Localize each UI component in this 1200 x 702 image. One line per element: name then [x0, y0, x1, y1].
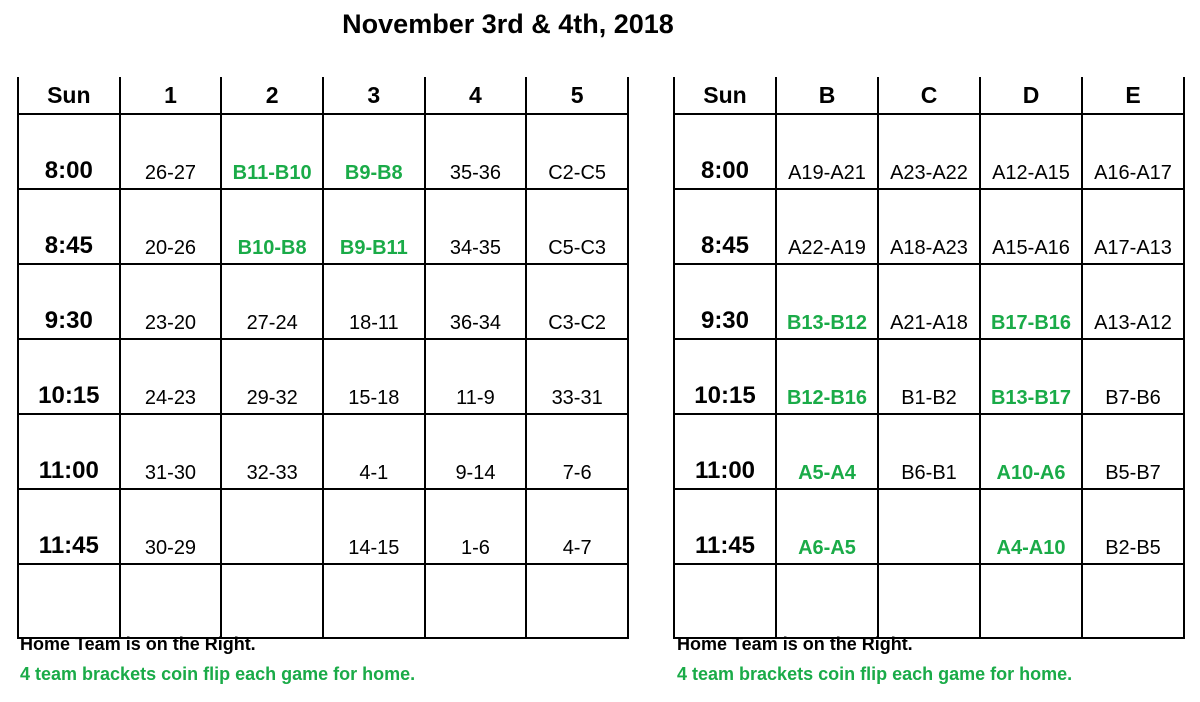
- game-cell: A23-A22: [878, 114, 980, 189]
- bracket-game-cell: B9-B11: [323, 189, 425, 264]
- bracket-game-cell: B11-B10: [221, 114, 323, 189]
- schedule-table-right: [673, 77, 1185, 639]
- empty-cell: [526, 564, 628, 638]
- empty-cell: [980, 564, 1082, 638]
- time-slot-row: [18, 489, 628, 564]
- day-header: Sun: [18, 77, 120, 114]
- field-header: 2: [221, 77, 323, 114]
- empty-cell: [120, 564, 222, 638]
- bracket-note-right: 4 team brackets coin flip each game for home.: [677, 664, 1073, 684]
- time-slot-row: [18, 264, 628, 339]
- field-header: D: [980, 77, 1082, 114]
- time-cell: 11:45: [674, 489, 776, 564]
- field-header: 3: [323, 77, 425, 114]
- field-header: E: [1082, 77, 1184, 114]
- game-cell: 26-27: [120, 114, 222, 189]
- time-cell: 9:30: [18, 264, 120, 339]
- game-cell: 32-33: [221, 414, 323, 489]
- time-cell: 8:00: [674, 114, 776, 189]
- empty-cell: [878, 564, 980, 638]
- bracket-game-cell: B10-B8: [221, 189, 323, 264]
- time-cell: 11:45: [18, 489, 120, 564]
- game-cell: A15-A16: [980, 189, 1082, 264]
- header-row: [18, 77, 628, 114]
- empty-cell: [776, 564, 878, 638]
- time-cell: 11:00: [674, 414, 776, 489]
- game-cell: B1-B2: [878, 339, 980, 414]
- game-cell: C3-C2: [526, 264, 628, 339]
- game-cell: 4-1: [323, 414, 425, 489]
- field-header: 1: [120, 77, 222, 114]
- home-team-note-right: Home Team is on the Right.: [677, 634, 913, 654]
- page-title: November 3rd & 4th, 2018: [342, 9, 674, 39]
- empty-row: [674, 564, 1184, 638]
- field-header: B: [776, 77, 878, 114]
- game-cell: A13-A12: [1082, 264, 1184, 339]
- game-cell: 29-32: [221, 339, 323, 414]
- empty-cell: [323, 564, 425, 638]
- game-cell: 23-20: [120, 264, 222, 339]
- game-cell: 18-11: [323, 264, 425, 339]
- time-slot-row: [18, 339, 628, 414]
- bracket-note-left: 4 team brackets coin flip each game for home.: [20, 664, 416, 684]
- empty-cell: [221, 564, 323, 638]
- time-slot-row: [674, 264, 1184, 339]
- time-slot-row: [674, 414, 1184, 489]
- bracket-game-cell: B13-B12: [776, 264, 878, 339]
- game-cell: B5-B7: [1082, 414, 1184, 489]
- field-header: 4: [425, 77, 527, 114]
- game-cell: A12-A15: [980, 114, 1082, 189]
- time-slot-row: [674, 189, 1184, 264]
- time-slot-row: [18, 114, 628, 189]
- time-cell: 8:45: [674, 189, 776, 264]
- time-cell: 8:00: [18, 114, 120, 189]
- bracket-game-cell: A5-A4: [776, 414, 878, 489]
- field-header: C: [878, 77, 980, 114]
- game-cell: A22-A19: [776, 189, 878, 264]
- game-cell: C2-C5: [526, 114, 628, 189]
- time-cell: 9:30: [674, 264, 776, 339]
- game-cell: [221, 489, 323, 564]
- time-cell: 8:45: [18, 189, 120, 264]
- home-team-note-left: Home Team is on the Right.: [20, 634, 256, 654]
- header-row: [674, 77, 1184, 114]
- game-cell: 7-6: [526, 414, 628, 489]
- time-cell: 10:15: [18, 339, 120, 414]
- bracket-game-cell: B13-B17: [980, 339, 1082, 414]
- empty-row: [18, 564, 628, 638]
- game-cell: 4-7: [526, 489, 628, 564]
- game-cell: A17-A13: [1082, 189, 1184, 264]
- bracket-game-cell: B9-B8: [323, 114, 425, 189]
- game-cell: B6-B1: [878, 414, 980, 489]
- game-cell: 14-15: [323, 489, 425, 564]
- game-cell: B7-B6: [1082, 339, 1184, 414]
- game-cell: 9-14: [425, 414, 527, 489]
- game-cell: A18-A23: [878, 189, 980, 264]
- game-cell: 30-29: [120, 489, 222, 564]
- time-slot-row: [18, 189, 628, 264]
- game-cell: 33-31: [526, 339, 628, 414]
- bracket-game-cell: B17-B16: [980, 264, 1082, 339]
- game-cell: 27-24: [221, 264, 323, 339]
- game-cell: 24-23: [120, 339, 222, 414]
- game-cell: B2-B5: [1082, 489, 1184, 564]
- time-slot-row: [674, 489, 1184, 564]
- game-cell: A21-A18: [878, 264, 980, 339]
- bracket-game-cell: A10-A6: [980, 414, 1082, 489]
- empty-cell: [18, 564, 120, 638]
- time-slot-row: [674, 339, 1184, 414]
- empty-cell: [1082, 564, 1184, 638]
- game-cell: A16-A17: [1082, 114, 1184, 189]
- game-cell: C5-C3: [526, 189, 628, 264]
- empty-cell: [425, 564, 527, 638]
- empty-cell: [674, 564, 776, 638]
- bracket-game-cell: A4-A10: [980, 489, 1082, 564]
- game-cell: [878, 489, 980, 564]
- day-header: Sun: [674, 77, 776, 114]
- bracket-game-cell: A6-A5: [776, 489, 878, 564]
- schedule-table-left: [17, 77, 629, 639]
- game-cell: A19-A21: [776, 114, 878, 189]
- time-slot-row: [674, 114, 1184, 189]
- game-cell: 11-9: [425, 339, 527, 414]
- game-cell: 34-35: [425, 189, 527, 264]
- game-cell: 36-34: [425, 264, 527, 339]
- game-cell: 20-26: [120, 189, 222, 264]
- game-cell: 1-6: [425, 489, 527, 564]
- field-header: 5: [526, 77, 628, 114]
- time-cell: 10:15: [674, 339, 776, 414]
- game-cell: 35-36: [425, 114, 527, 189]
- time-slot-row: [18, 414, 628, 489]
- game-cell: 31-30: [120, 414, 222, 489]
- bracket-game-cell: B12-B16: [776, 339, 878, 414]
- time-cell: 11:00: [18, 414, 120, 489]
- game-cell: 15-18: [323, 339, 425, 414]
